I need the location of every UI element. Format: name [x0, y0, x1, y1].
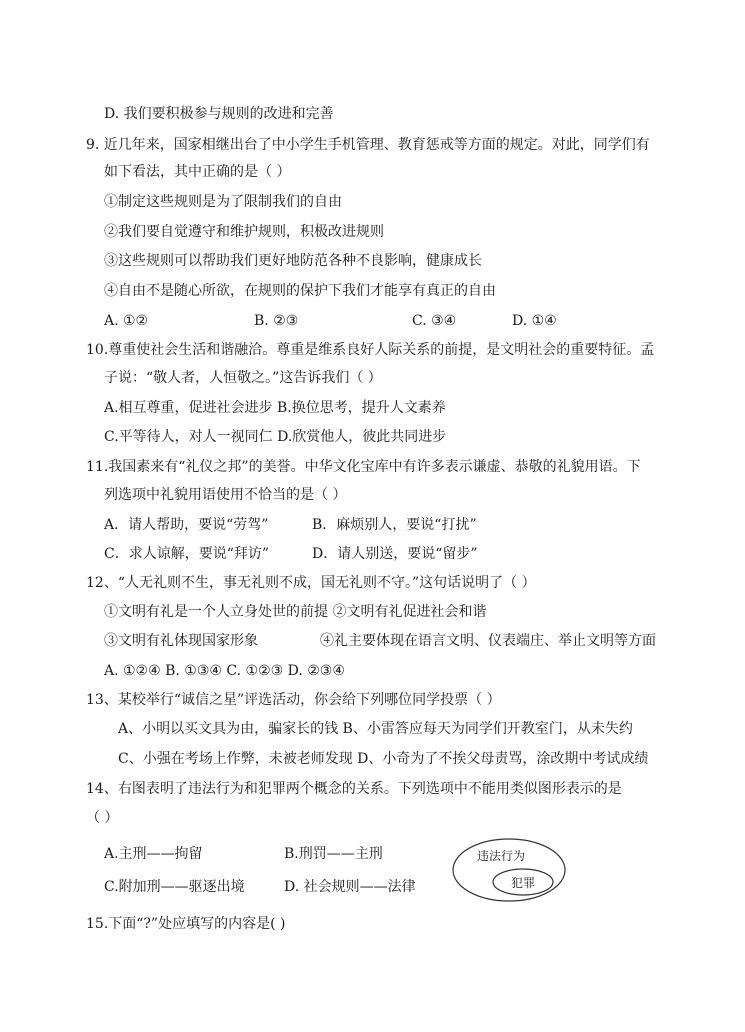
q8-option-d: D. 我们要积极参与规则的改进和完善: [104, 106, 334, 122]
q9-statement-1: ①制定这些规则是为了限制我们的自由: [104, 194, 342, 210]
q12-stem: 12、“人无礼则不生，事无礼则不成，国无礼则不守。”这句话说明了（ ）: [86, 575, 536, 591]
q14-stem-line2: （ ）: [86, 810, 119, 826]
q11-stem-line2: 列选项中礼貌用语使用不恰当的是（ ）: [104, 487, 347, 503]
q9-option-c: C. ③④: [412, 313, 457, 329]
q15-stem: 15.下面“?”处应填写的内容是( ): [86, 916, 286, 932]
q10-stem-line2: 子说：“敬人者，人恒敬之。”这告诉我们（ ）: [104, 370, 382, 386]
inner-label: 犯罪: [510, 876, 536, 890]
q9-statement-4: ④自由不是随心所欲，在规则的保护下我们才能享有真正的自由: [104, 283, 496, 299]
q11-option-c: C．求人谅解，要说“拜访”: [104, 546, 270, 562]
q14-option-b: B.刑罚——主刑: [284, 846, 383, 862]
q9-option-a: A. ①②: [104, 313, 149, 329]
q10-options-ab: A.相互尊重，促进社会进步 B.换位思考，提升人文素养: [104, 400, 446, 416]
venn-diagram: [451, 836, 571, 904]
q13-options-cd: C、小强在考场上作弊，未被老师发现 D、小奇为了不挨父母责骂，涂改期中考试成绩: [118, 751, 649, 767]
q11-option-d: D．请人别送，要说“留步”: [312, 546, 478, 562]
q12-options: A. ①②④ B. ①③④ C. ①②③ D. ②③④: [104, 663, 345, 679]
q12-statement-4: ④礼主要体现在语言文明、仪表端庄、举止文明等方面: [320, 633, 656, 649]
q11-stem-line1: 11.我国素来有“礼仪之邦”的美誉。中华文化宝库中有许多表示谦虚、恭敬的礼貌用语。下: [86, 459, 641, 475]
q13-options-ab: A、小明以买文具为由，骗家长的钱 B、小雷答应每天为同学们开教室门，从未失约: [118, 721, 633, 737]
q11-option-a: A．请人帮助，要说“劳驾”: [104, 517, 269, 533]
q9-option-d: D. ①④: [512, 313, 557, 329]
q13-stem: 13、某校举行“诚信之星”评选活动，你会给下列哪位同学投票（ ）: [86, 692, 501, 708]
q9-stem-line2: 如下看法，其中正确的是（ ）: [104, 164, 291, 180]
q9-stem-line1: 9. 近几年来，国家相继出台了中小学生手机管理、教育惩戒等方面的规定。对此，同学们有: [86, 137, 650, 153]
q10-options-cd: C.平等待人，对人一视同仁 D.欣赏他人，彼此共同进步: [104, 429, 447, 445]
q9-option-b: B. ②③: [254, 313, 299, 329]
q14-option-d: D. 社会规则——法律: [284, 879, 416, 895]
outer-label: 违法行为: [476, 849, 526, 863]
q12-statement-3: ③文明有礼体现国家形象: [104, 633, 258, 649]
q9-statement-3: ③这些规则可以帮助我们更好地防范各种不良影响，健康成长: [104, 253, 482, 269]
q14-option-a: A.主刑——拘留: [104, 846, 203, 862]
q14-option-c: C.附加刑——驱逐出境: [104, 879, 245, 895]
q11-option-b: B．麻烦别人，要说“打扰”: [312, 517, 477, 533]
q9-statement-2: ②我们要自觉遵守和维护规则，积极改进规则: [104, 224, 384, 240]
q10-stem-line1: 10.尊重使社会生活和谐融洽。尊重是维系良好人际关系的前提，是文明社会的重要特征。孟: [86, 342, 655, 358]
q12-statements-12: ①文明有礼是一个人立身处世的前提 ②文明有礼促进社会和谐: [104, 604, 487, 620]
q14-stem-line1: 14、右图表明了违法行为和犯罪两个概念的关系。下列选项中不能用类似图形表示的是: [86, 781, 622, 797]
